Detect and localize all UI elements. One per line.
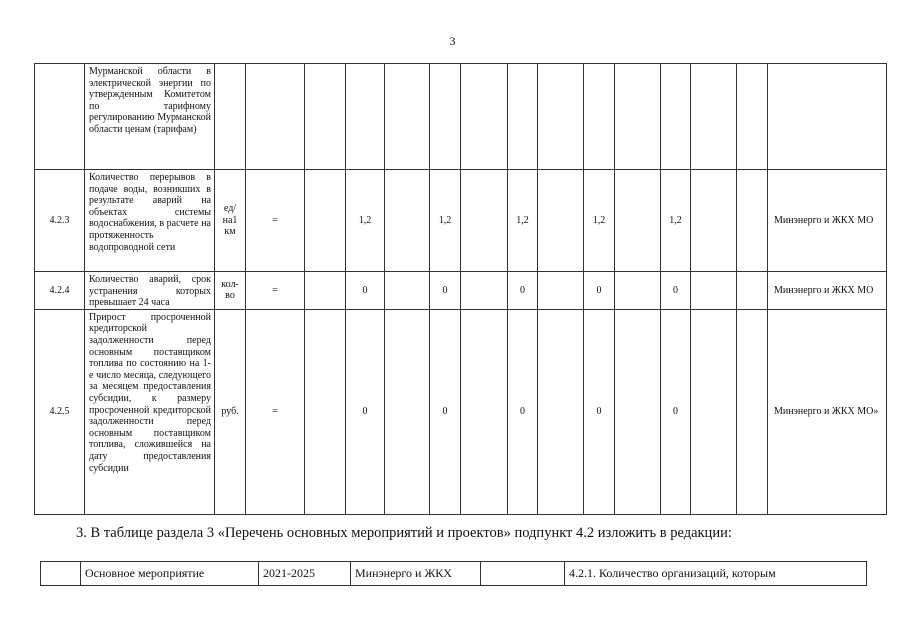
- value-cell: 1,2: [430, 170, 461, 272]
- empty-cell: [691, 272, 737, 310]
- indicator-text: Прирост просроченной кредиторской задолженности перед основным поставщиком топлива по состоянию на 1-е число месяца, следующего за месяцем предоставления субсидии, к размеру просроченной кредиторской задолженности перед основным поставщиком топлива, сложившейся на дату предоставления субсидии: [85, 309, 215, 514]
- responsible-cell: Минэнерго и ЖКХ МО: [768, 272, 887, 310]
- empty-cell: [385, 170, 430, 272]
- responsible-cell: Минэнерго и ЖКХ: [351, 562, 481, 586]
- value-cell: 0: [584, 272, 615, 310]
- value-cell: 1,2: [346, 170, 385, 272]
- unit-cell: руб.: [215, 309, 246, 514]
- instruction-paragraph: 3. В таблице раздела 3 «Перечень основных мероприятий и проектов» подпункт 4.2 изложить в редакции:: [76, 525, 732, 541]
- value-cell: [346, 64, 385, 170]
- empty-cell: [305, 272, 346, 310]
- responsible-cell: Минэнерго и ЖКХ МО: [768, 170, 887, 272]
- empty-cell: [385, 272, 430, 310]
- indicator-text: Мурманской области в электрической энергии по утвержденным Комитетом по тарифному регулированию Мурманской области ценам (тарифам): [85, 64, 215, 170]
- empty-cell: [41, 562, 81, 586]
- responsible-cell: Минэнерго и ЖКХ МО»: [768, 309, 887, 514]
- period-cell: 2021-2025: [259, 562, 351, 586]
- empty-cell: [305, 170, 346, 272]
- empty-cell: [538, 272, 584, 310]
- row-number: 4.2.3: [35, 170, 85, 272]
- empty-cell: [461, 170, 508, 272]
- unit-cell: [215, 64, 246, 170]
- empty-cell: [691, 64, 737, 170]
- table-row: [35, 170, 887, 272]
- empty-cell: [481, 562, 565, 586]
- empty-cell: [737, 170, 768, 272]
- empty-cell: [538, 64, 584, 170]
- value-cell: 0: [346, 272, 385, 310]
- empty-cell: [691, 309, 737, 514]
- row-number: 4.2.4: [35, 272, 85, 310]
- value-cell: [661, 64, 691, 170]
- measures-table: [40, 561, 867, 586]
- value-cell: 1,2: [661, 170, 691, 272]
- empty-cell: [305, 309, 346, 514]
- value-cell: 0: [430, 309, 461, 514]
- responsible-cell: [768, 64, 887, 170]
- ref-cell: =: [246, 272, 305, 310]
- table-row: [35, 309, 887, 514]
- value-cell: 0: [584, 309, 615, 514]
- row-number: 4.2.5: [35, 309, 85, 514]
- value-cell: 0: [661, 272, 691, 310]
- empty-cell: [305, 64, 346, 170]
- measure-type-cell: Основное мероприятие: [81, 562, 259, 586]
- value-cell: 0: [508, 272, 538, 310]
- empty-cell: [615, 170, 661, 272]
- value-cell: 1,2: [584, 170, 615, 272]
- empty-cell: [737, 64, 768, 170]
- empty-cell: [461, 309, 508, 514]
- empty-cell: [385, 64, 430, 170]
- empty-cell: [737, 309, 768, 514]
- table-row: [35, 64, 887, 170]
- table-row: [35, 272, 887, 310]
- empty-cell: [538, 170, 584, 272]
- page-number: 3: [449, 34, 456, 48]
- empty-cell: [461, 64, 508, 170]
- value-cell: 0: [430, 272, 461, 310]
- value-cell: 0: [661, 309, 691, 514]
- empty-cell: [538, 309, 584, 514]
- value-cell: [508, 64, 538, 170]
- empty-cell: [615, 272, 661, 310]
- value-cell: 0: [346, 309, 385, 514]
- empty-cell: [615, 309, 661, 514]
- value-cell: [430, 64, 461, 170]
- empty-cell: [615, 64, 661, 170]
- empty-cell: [737, 272, 768, 310]
- value-cell: 1,2: [508, 170, 538, 272]
- ref-cell: =: [246, 309, 305, 514]
- indicators-table: [34, 63, 887, 515]
- table-row: [41, 562, 867, 586]
- ref-cell: =: [246, 170, 305, 272]
- empty-cell: [691, 170, 737, 272]
- indicator-text: Количество аварий, срок устранения которых превышает 24 часа: [85, 272, 215, 310]
- unit-cell: ед/на1 км: [215, 170, 246, 272]
- ref-cell: [246, 64, 305, 170]
- indicator-cell: 4.2.1. Количество организаций, которым: [565, 562, 867, 586]
- value-cell: 0: [508, 309, 538, 514]
- empty-cell: [461, 272, 508, 310]
- value-cell: [584, 64, 615, 170]
- empty-cell: [385, 309, 430, 514]
- row-number: [35, 64, 85, 170]
- indicator-text: Количество перерывов в подаче воды, возникших в результате аварий на объектах системы водоснабжения, в расчете на протяженность водопроводной сети: [85, 170, 215, 272]
- unit-cell: кол-во: [215, 272, 246, 310]
